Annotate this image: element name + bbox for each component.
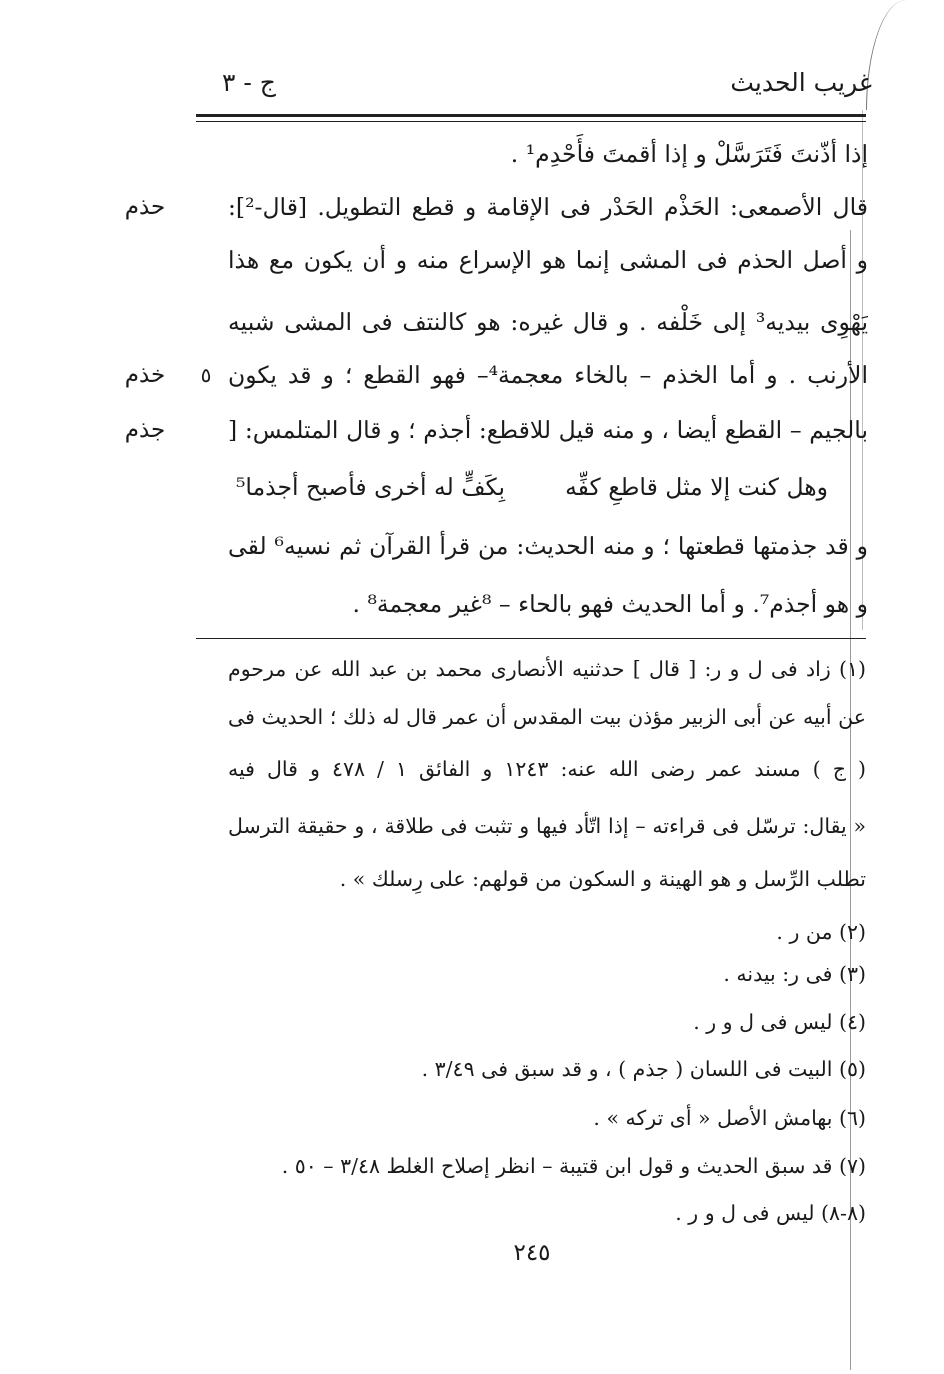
footnote-6: (٦) بهامش الأصل « أى تركه » . bbox=[593, 1106, 866, 1130]
volume-label: ج - ٣ bbox=[222, 68, 276, 97]
footnote-8: (٨-٨) ليس فى ل و ر . bbox=[675, 1201, 866, 1225]
page-number: ٢٤٥ bbox=[513, 1240, 551, 1266]
poetry-verse bbox=[228, 467, 868, 507]
body-line-8: و هو أجذم⁷. و أما الحديث فهو بالحاء – ⁸غير معجمة⁸ . bbox=[352, 590, 868, 618]
footnote-4: (٤) ليس فى ل و ر . bbox=[693, 1010, 866, 1034]
footnote-5: (٥) البيت فى اللسان ( جذم ) ، و قد سبق فى ٣/٤٩ . bbox=[421, 1057, 866, 1081]
body-line-6: بالجيم – القطع أيضا ، و منه قيل للاقطع: أجذم ؛ و قال المتلمس: [ bbox=[228, 416, 868, 444]
body-line-5: الأرنب . و أما الخذم – بالخاء معجمة⁴– فهو القطع ؛ و قد يكون bbox=[228, 361, 868, 389]
running-head bbox=[200, 64, 880, 108]
margin-headword-hadhm: حذم bbox=[124, 194, 166, 220]
footnote-1-line-2: عن أبيه عن أبى الزبير مؤذن بيت المقدس أن عمر قال له ذلك ؛ الحديث فى bbox=[228, 705, 866, 729]
footnote-1-line-1: (١) زاد فى ل و ر: [ قال ] حدثنيه الأنصارى محمد بن عبد الله عن مرحوم bbox=[228, 657, 866, 681]
body-line-1: إذا أذّنتَ فَتَرَسَّلْ و إذا أقمتَ فأَحْدِم¹ . bbox=[510, 140, 868, 168]
footnote-7: (٧) قد سبق الحديث و قول ابن قتيبة – انظر إصلاح الغلط ٣/٤٨ – ٥٠ . bbox=[281, 1154, 866, 1178]
body-line-2: قال الأصمعى: الحَذْم الحَدْر فى الإقامة و قطع التطويل. [قال-²]: bbox=[228, 193, 868, 221]
verse-hemistich-2: بِكَفٍّ له أخرى فأصبح أجذما⁵ bbox=[236, 473, 506, 501]
footnote-rule bbox=[196, 638, 866, 639]
body-line-7: و قد جذمتها قطعتها ؛ و منه الحديث: من قرأ القرآن ثم نسيه⁶ لقى bbox=[228, 532, 868, 560]
body-line-4: يَهْوِى بيديه³ إلى خَلْفه . و قال غيره: هو كالنتف فى المشى شبيه bbox=[228, 308, 868, 336]
line-number: ٥ bbox=[200, 363, 212, 387]
footnote-2: (٢) من ر . bbox=[776, 920, 866, 944]
margin-headword-khadhm: خذم bbox=[124, 362, 166, 388]
book-title: غريب الحديث bbox=[730, 68, 872, 97]
header-rule-thick bbox=[196, 114, 866, 117]
footnote-1-line-3: ( ج ) مسند عمر رضى الله عنه: ١٢٤٣ و الفائق ١ / ٤٧٨ و قال فيه bbox=[228, 757, 866, 781]
footnote-3: (٣) فى ر: بيدنه . bbox=[723, 962, 866, 986]
footnote-1-line-4: « يقال: ترسّل فى قراءته – إذا اتّأد فيها و تثبت فى طلاقة ، و حقيقة الترسل bbox=[228, 814, 866, 838]
margin-headword-jadhm: جذم bbox=[124, 417, 166, 443]
header-rule-thin bbox=[196, 121, 866, 122]
verse-hemistich-1: وهل كنت إلا مثل قاطعِ كفِّه bbox=[565, 473, 828, 501]
body-line-3: و أصل الحذم فى المشى إنما هو الإسراع منه و أن يكون مع هذا bbox=[228, 246, 868, 274]
footnote-1-line-5: تطلب الرِّسل و هو الهينة و السكون من قولهم: على رِسلك » . bbox=[339, 867, 866, 891]
